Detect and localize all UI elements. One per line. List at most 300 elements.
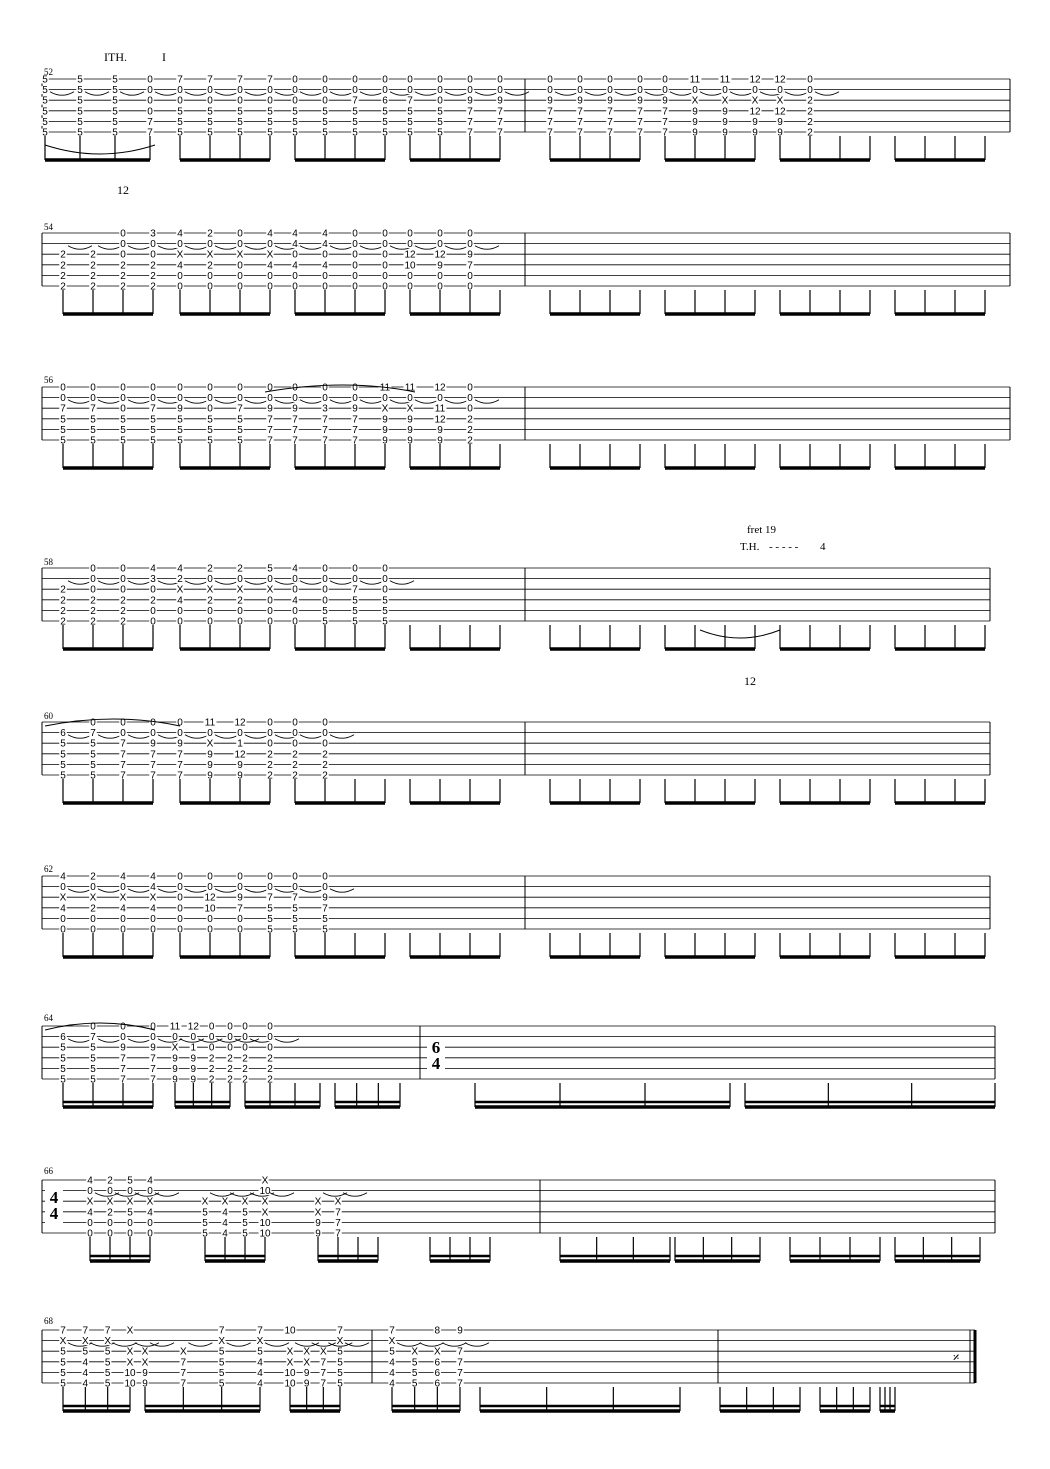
harmonic-marking: T.H.	[740, 541, 760, 553]
fret-number: 0	[87, 1217, 93, 1229]
fret-number: 5	[337, 1378, 343, 1390]
harmonic-fret-marking: 4	[820, 541, 826, 553]
time-signature: 4 4	[45, 1190, 63, 1224]
fret-number: 0	[407, 228, 413, 240]
fret-number: X	[104, 1336, 112, 1348]
fret-number: X	[303, 1357, 311, 1369]
fret-number: 2	[322, 770, 328, 782]
fret-number: 7	[637, 116, 643, 128]
fret-number: 0	[90, 1021, 96, 1033]
fret-number: 0	[722, 85, 728, 97]
slur-arc	[360, 246, 384, 250]
fret-number: 5	[60, 1053, 66, 1065]
fret-number: 0	[807, 74, 813, 86]
fret-number: 0	[467, 270, 473, 282]
fret-number: X	[89, 892, 97, 904]
fret-number: 0	[322, 281, 328, 293]
fret-number: 7	[120, 759, 126, 771]
fret-number: 4	[267, 228, 273, 240]
fret-number: 4	[222, 1228, 228, 1240]
fret-number: 0	[497, 74, 503, 86]
fret-number: 0	[177, 382, 183, 394]
fret-number: 0	[352, 393, 358, 405]
fret-number: 4	[82, 1378, 89, 1390]
fret-number: 5	[90, 1063, 96, 1075]
fret-number: X	[141, 1346, 149, 1358]
fret-number: 9	[752, 127, 758, 139]
fret-number: 0	[322, 584, 328, 596]
fret-number: 0	[177, 281, 183, 293]
slur-arc	[215, 400, 239, 404]
fret-number: 5	[257, 1346, 263, 1358]
fret-number: 5	[104, 1367, 111, 1379]
fret-number: 7	[322, 414, 328, 426]
slur-arc	[98, 1039, 122, 1043]
fret-number: 0	[242, 1021, 248, 1033]
fret-number: 0	[467, 239, 473, 251]
fret-number: 0	[382, 563, 388, 575]
fret-number: 12	[434, 414, 446, 426]
fret-number: 11	[719, 74, 731, 86]
fret-number: 0	[267, 728, 273, 740]
fret-number: 4	[292, 595, 298, 607]
fret-number: 9	[237, 892, 243, 904]
slur-arc	[360, 92, 384, 96]
fret-marking: fret 19	[747, 524, 777, 536]
fret-number: 0	[147, 85, 153, 97]
fret-number: 0	[267, 393, 273, 405]
fret-number: 0	[177, 85, 183, 97]
slur-arc	[785, 92, 809, 96]
fret-number: 9	[437, 435, 443, 447]
fret-number: 7	[292, 424, 298, 436]
fret-number: 2	[120, 616, 126, 628]
fret-number: 4	[150, 563, 156, 575]
fret-number: 0	[177, 728, 183, 740]
fret-number: 0	[467, 382, 473, 394]
fret-number: 5	[437, 127, 443, 139]
fret-number: 5	[127, 1175, 133, 1187]
fret-number: 5	[90, 759, 96, 771]
fret-number: 5	[60, 1074, 66, 1086]
fret-number: 0	[237, 882, 243, 894]
slur-arc	[128, 889, 152, 893]
fret-number: 5	[267, 563, 273, 575]
fret-number: 5	[90, 435, 96, 447]
fret-number: 4	[267, 260, 273, 272]
fret-number: 5	[267, 116, 273, 128]
fret-number: 5	[60, 435, 66, 447]
fret-number: 9	[177, 403, 183, 415]
slur-arc	[215, 246, 239, 250]
fret-number: X	[221, 1196, 229, 1208]
fret-number: 5	[292, 924, 298, 936]
fret-number: 5	[411, 1357, 418, 1369]
fret-number: X	[206, 249, 214, 261]
fret-number: X	[176, 584, 184, 596]
fret-number: 2	[207, 595, 213, 607]
fret-number: 7	[177, 74, 183, 86]
fret-number: 0	[292, 382, 298, 394]
fret-number: 10	[259, 1217, 271, 1229]
fret-number: 2	[90, 616, 96, 628]
fret-number: 2	[292, 749, 298, 761]
slur-arc	[215, 889, 239, 893]
fret-number: 9	[190, 1063, 197, 1075]
fret-number: X	[218, 1336, 226, 1348]
fret-number: 0	[60, 393, 66, 405]
fret-number: 0	[120, 228, 126, 240]
fret-number: 2	[267, 1074, 273, 1086]
fret-number: 6	[60, 728, 66, 740]
fret-number: 2	[242, 1063, 248, 1075]
fret-number: 2	[60, 584, 66, 596]
fret-number: 0	[120, 574, 126, 586]
fret-number: 2	[107, 1175, 113, 1187]
slur-arc	[442, 1343, 466, 1347]
fret-number: 4	[147, 1207, 153, 1219]
fret-number: X	[176, 249, 184, 261]
fret-number: 7	[497, 127, 503, 139]
fret-number: 7	[267, 74, 273, 86]
fret-number: 5	[202, 1217, 208, 1229]
fret-number: 0	[90, 924, 96, 936]
fret-number: 6	[382, 95, 388, 107]
fret-number: 9	[777, 116, 783, 128]
fret-number: 0	[437, 281, 443, 293]
measure-number: 68	[44, 1316, 53, 1326]
slur-arc	[265, 1343, 289, 1347]
fret-number: 0	[267, 738, 273, 750]
fret-number: 11	[169, 1021, 181, 1033]
fret-number: 4	[257, 1367, 263, 1379]
slur-arc	[390, 581, 414, 585]
fret-number: X	[266, 584, 274, 596]
fret-number: 0	[207, 913, 213, 925]
fret-number: 4	[177, 260, 183, 272]
fret-number: 7	[267, 424, 273, 436]
fret-number: 0	[177, 924, 183, 936]
fret-number: 5	[292, 116, 298, 128]
fret-number: 2	[90, 605, 96, 617]
harmonic-extension-dashes: - - - - -	[769, 541, 799, 553]
fret-number: 7	[607, 116, 613, 128]
fret-number: 12	[749, 106, 761, 118]
fret-number: 7	[90, 728, 96, 740]
fret-number: 4	[292, 239, 298, 251]
fret-number: 4	[60, 903, 66, 915]
fret-number: 0	[292, 95, 298, 107]
slur-arc	[330, 581, 354, 585]
slur-arc	[50, 92, 74, 96]
fret-number: 5	[382, 116, 388, 128]
fret-number: 0	[120, 249, 126, 261]
fret-number: 0	[120, 403, 126, 415]
fret-number: 0	[150, 913, 156, 925]
slur-arc	[135, 1343, 159, 1347]
fret-number: 5	[218, 1378, 225, 1390]
fret-number: X	[286, 1346, 294, 1358]
fret-number: 5	[322, 913, 328, 925]
fret-number: X	[86, 1196, 94, 1208]
fret-number: 5	[352, 616, 358, 628]
slur-arc	[585, 92, 609, 96]
fret-number: 0	[267, 1021, 273, 1033]
fret-number: 0	[382, 74, 388, 86]
fret-number: 0	[237, 85, 243, 97]
fret-number: 5	[60, 1042, 66, 1054]
tuplet-number: 12	[117, 183, 129, 197]
fret-number: 0	[150, 1032, 156, 1044]
fret-number: 0	[292, 717, 298, 729]
fret-number: 0	[90, 574, 96, 586]
fret-number: 5	[42, 74, 48, 86]
fret-number: 9	[407, 424, 413, 436]
fret-number: X	[126, 1346, 134, 1358]
fret-number: 0	[177, 882, 183, 894]
fret-number: 5	[407, 127, 413, 139]
measure-number: 64	[44, 1013, 53, 1023]
fret-number: 0	[382, 260, 388, 272]
fret-number: 2	[237, 563, 243, 575]
fret-number: 0	[207, 382, 213, 394]
fret-number: X	[106, 1196, 114, 1208]
fret-number: 0	[237, 382, 243, 394]
fret-number: 7	[257, 1325, 263, 1337]
fret-number: 10	[284, 1325, 296, 1337]
slur-arc	[415, 400, 439, 404]
fret-number: 0	[267, 270, 273, 282]
fret-number: 0	[637, 74, 643, 86]
slur-arc	[68, 889, 92, 893]
fret-number: 7	[467, 260, 473, 272]
fret-number: X	[286, 1357, 294, 1369]
measure-number: 58	[44, 557, 53, 567]
measure-number: 52	[44, 67, 53, 77]
fret-number: 0	[437, 393, 443, 405]
fret-number: 5	[218, 1367, 225, 1379]
fret-number: 0	[692, 85, 698, 97]
fret-number: 2	[60, 616, 66, 628]
fret-number: 2	[807, 106, 813, 118]
tie-arc	[265, 382, 416, 394]
fret-number: 5	[322, 106, 328, 118]
fret-number: 0	[467, 74, 473, 86]
fret-number: 5	[237, 414, 243, 426]
fret-number: 3	[150, 574, 156, 586]
fret-number: 4	[389, 1367, 395, 1379]
fret-number: 5	[207, 116, 213, 128]
fret-number: 5	[292, 127, 298, 139]
fret-number: 0	[60, 924, 66, 936]
fret-number: 9	[382, 414, 388, 426]
fret-number: 5	[267, 127, 273, 139]
fret-number: 0	[120, 239, 126, 251]
fret-number: 10	[259, 1186, 271, 1198]
fret-number: 4	[120, 871, 126, 883]
fret-number: 0	[322, 882, 328, 894]
slur-arc	[245, 400, 269, 404]
fret-number: 7	[352, 435, 358, 447]
fret-number: 4	[150, 903, 156, 915]
fret-number: X	[261, 1207, 269, 1219]
fret-number: 0	[437, 270, 443, 282]
fret-number: 0	[352, 574, 358, 586]
slur-arc	[185, 581, 209, 585]
fret-number: 9	[142, 1378, 148, 1390]
fret-number: 0	[292, 270, 298, 282]
fret-number: 5	[322, 616, 328, 628]
fret-number: 4	[222, 1217, 228, 1229]
fret-number: X	[334, 1196, 342, 1208]
fret-number: 0	[352, 228, 358, 240]
fret-number: 5	[120, 414, 126, 426]
fret-number: 2	[90, 595, 96, 607]
fret-number: 0	[322, 95, 328, 107]
fret-number: 5	[90, 1053, 96, 1065]
slur-arc	[475, 246, 499, 250]
fret-number: 0	[322, 249, 328, 261]
slur-arc	[670, 92, 694, 96]
fret-number: 7	[662, 127, 668, 139]
fret-number: 6	[60, 1032, 66, 1044]
fret-number: 2	[322, 759, 328, 771]
slur-arc	[300, 246, 324, 250]
fret-number: X	[406, 403, 414, 415]
fret-number: 10	[124, 1378, 136, 1390]
fret-number: 5	[207, 435, 213, 447]
slur-arc	[98, 581, 122, 585]
fret-number: 0	[322, 382, 328, 394]
fret-number: 0	[292, 574, 298, 586]
fret-number: 9	[437, 260, 443, 272]
fret-number: X	[776, 95, 784, 107]
fret-number: 7	[150, 1063, 156, 1075]
fret-number: X	[721, 95, 729, 107]
fret-number: 0	[662, 85, 668, 97]
fret-number: 8	[434, 1325, 441, 1337]
fret-number: 2	[267, 1063, 273, 1075]
fret-number: 7	[577, 127, 583, 139]
fret-number: 0	[352, 260, 358, 272]
measure-number: 54	[44, 222, 53, 232]
fret-number: 5	[150, 424, 156, 436]
slur-arc	[475, 400, 499, 404]
fret-number: X	[236, 249, 244, 261]
fret-number: 5	[42, 106, 48, 118]
fret-number: 0	[322, 85, 328, 97]
fret-number: 5	[177, 106, 183, 118]
fret-number: 7	[337, 1325, 343, 1337]
fret-number: X	[179, 1346, 187, 1358]
fret-number: 5	[237, 106, 243, 118]
fret-number: 0	[267, 574, 273, 586]
fret-number: 0	[352, 74, 358, 86]
slur-arc	[360, 581, 384, 585]
slur-arc	[185, 92, 209, 96]
fret-number: 0	[237, 270, 243, 282]
fret-number: 0	[437, 74, 443, 86]
slur-arc	[120, 92, 144, 96]
fret-number: 0	[127, 1186, 133, 1198]
fret-number: 0	[207, 270, 213, 282]
fret-number: 2	[208, 1053, 215, 1065]
fret-number: 7	[267, 435, 273, 447]
fret-number: 9	[497, 95, 503, 107]
fret-number: 9	[722, 106, 728, 118]
fret-number: 7	[547, 127, 553, 139]
fret-number: 0	[322, 871, 328, 883]
fret-number: 12	[434, 249, 446, 261]
fret-number: 0	[267, 871, 273, 883]
fret-number: 5	[42, 127, 48, 139]
fret-number: 5	[104, 1357, 111, 1369]
fret-number: 5	[382, 605, 388, 617]
fret-number: 12	[404, 249, 416, 261]
fret-number: 0	[120, 382, 126, 394]
fret-number: 0	[207, 574, 213, 586]
fret-number: 5	[90, 424, 96, 436]
fret-number: 0	[467, 281, 473, 293]
fret-number: 9	[577, 95, 583, 107]
fret-number: 9	[777, 127, 783, 139]
fret-number: 7	[467, 127, 473, 139]
fret-number: 12	[774, 106, 786, 118]
slur-arc	[128, 400, 152, 404]
fret-number: 9	[303, 1367, 310, 1379]
fret-number: 5	[352, 605, 358, 617]
fret-number: 2	[207, 563, 213, 575]
fret-number: 0	[437, 239, 443, 251]
fret-number: 0	[147, 1217, 153, 1229]
fret-number: X	[126, 1325, 134, 1337]
fret-number: 9	[352, 403, 358, 415]
fret-number: 7	[218, 1325, 225, 1337]
fret-number: 2	[90, 260, 96, 272]
fret-number: 0	[207, 403, 213, 415]
measure-number: 56	[44, 375, 53, 385]
slur-arc	[730, 92, 754, 96]
slur-arc	[150, 1343, 174, 1347]
fret-number: X	[314, 1196, 322, 1208]
fret-number: 3	[150, 228, 156, 240]
fret-number: 0	[120, 393, 126, 405]
fret-number: 0	[60, 913, 66, 925]
fret-number: 0	[120, 563, 126, 575]
slur-arc	[155, 92, 179, 96]
fret-number: 0	[352, 85, 358, 97]
fret-number: 0	[120, 924, 126, 936]
fret-number: 9	[190, 1074, 197, 1086]
fret-number: 4	[292, 228, 298, 240]
fret-number: 0	[237, 228, 243, 240]
fret-number: 7	[150, 770, 156, 782]
fret-number: 5	[207, 127, 213, 139]
fret-number: 0	[382, 281, 388, 293]
fret-number: 9	[315, 1217, 321, 1229]
slur-arc	[68, 735, 92, 739]
fret-number: 5	[42, 116, 48, 128]
fret-number: 5	[90, 1042, 96, 1054]
fret-number: 7	[237, 74, 243, 86]
fret-number: 0	[237, 281, 243, 293]
fret-number: 0	[60, 882, 66, 894]
slur-arc	[215, 735, 239, 739]
fret-number: 2	[208, 1074, 215, 1086]
fret-number: 7	[335, 1217, 341, 1229]
slur-arc	[113, 1343, 137, 1347]
fret-number: 5	[177, 414, 183, 426]
